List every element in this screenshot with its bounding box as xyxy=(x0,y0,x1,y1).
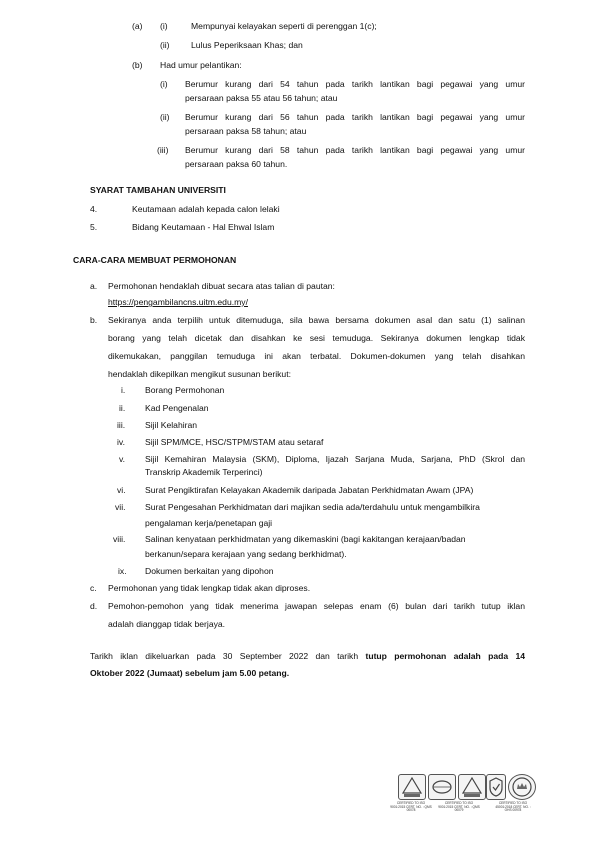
doc-num: iii. xyxy=(117,420,126,430)
item-a-i-label: (i) xyxy=(160,21,168,31)
cara-a-text: Permohonan hendaklah dibuat secara atas talian di pautan: xyxy=(108,281,335,291)
cara-c-text: Permohonan yang tidak lengkap tidak akan diproses. xyxy=(108,583,311,593)
shield-check-logo xyxy=(486,774,506,800)
application-link[interactable]: https://pengambilancns.uitm.edu.my/ xyxy=(108,297,248,307)
certificate-caption: CERTIFIED TO ISO 9001:2015 CERT. NO. : QMS 00079 xyxy=(438,801,480,813)
certification-mark-icon xyxy=(399,775,425,799)
globe-icon xyxy=(429,775,455,799)
doc-num: iv. xyxy=(117,437,125,447)
cara-b-line: hendaklah dikepilkan mengikut susunan berikut: xyxy=(108,369,291,379)
item-b-title: Had umur pelantikan: xyxy=(160,60,242,70)
cara-d-label: d. xyxy=(90,601,98,611)
doc-text: Sijil Kemahiran Malaysia (SKM), Diploma, Ijazah Sarjana Muda, Sarjana, PhD (Skrol dan xyxy=(145,454,525,464)
doc-text: Sijil SPM/MCE, HSC/STPM/STAM atau setaraf xyxy=(145,437,324,447)
cara-d-line: adalah dianggap tidak berjaya. xyxy=(108,619,226,629)
age-item-line1: Berumur kurang dari 56 tahun pada tarikh lantikan bagi pegawai yang umur xyxy=(185,112,525,122)
sirim-ohs-logo xyxy=(458,774,486,800)
item-a-ii-label: (ii) xyxy=(160,40,170,50)
doc-text: Dokumen berkaitan yang dipohon xyxy=(145,566,274,576)
syarat-item-num: 5. xyxy=(90,222,98,232)
doc-text: Surat Pengesahan Perkhidmatan dari majikan sedia ada/terdahulu untuk mengambilkira xyxy=(145,502,480,512)
syarat-item-text: Bidang Keutamaan - Hal Ehwal Islam xyxy=(132,222,275,232)
age-item-line1: Berumur kurang dari 58 tahun pada tarikh lantikan bagi pegawai yang umur xyxy=(185,145,525,155)
doc-text: Sijil Kelahiran xyxy=(145,420,198,430)
age-item-label: (ii) xyxy=(160,112,170,122)
cara-b-line: dikemukakan, panggilan temuduga ini akan terbatal. Dokumen-dokumen yang telah disahkan xyxy=(108,351,525,361)
closing-deadline-text: tutup permohonan adalah pada 14 xyxy=(365,651,526,661)
syarat-heading: SYARAT TAMBAHAN UNIVERSITI xyxy=(90,185,226,195)
doc-text-line2: Transkrip Akademik Terperinci) xyxy=(145,467,263,477)
closing-line-1 xyxy=(90,651,525,662)
cara-b-label: b. xyxy=(90,315,98,325)
cara-heading: CARA-CARA MEMBUAT PERMOHONAN xyxy=(73,255,237,265)
iqnet-logo xyxy=(428,774,456,800)
certificate-caption: CERTIFIED TO ISO 9001:2015 CERT. NO. : QMS 00078 xyxy=(390,801,432,813)
item-b-label: (b) xyxy=(132,60,143,70)
doc-text: Borang Permohonan xyxy=(145,385,225,395)
doc-num: ii. xyxy=(119,403,126,413)
sirim-quality-logo xyxy=(398,774,426,800)
age-item-line2: persaraan paksa 58 tahun; atau xyxy=(185,126,307,136)
cara-b-line: borang yang telah dicetak dan disahkan ke sesi temuduga. Sekiranya dokumen lengkap tidak xyxy=(108,333,525,343)
syarat-item-text: Keutamaan adalah kepada calon lelaki xyxy=(132,204,280,214)
cara-a-label: a. xyxy=(90,281,98,291)
doc-num: viii. xyxy=(113,534,126,544)
closing-deadline-time: sebelum jam 5.00 petang. xyxy=(185,668,290,678)
doc-num: v. xyxy=(119,454,126,464)
cara-b-line: Sekiranya anda terpilih untuk ditemuduga, sila bawa bersama dokumen asal dan satu (1) salinan xyxy=(108,315,525,325)
cara-d-line: Pemohon-pemohon yang tidak menerima jawapan selepas enam (6) bulan dari tarikh tutup iklan xyxy=(108,601,525,611)
age-item-label: (i) xyxy=(160,79,168,89)
doc-text: Surat Pengiktirafan Kelayakan Akademik daripada Jabatan Perkhidmatan Awam (JPA) xyxy=(145,485,474,495)
doc-num: vi. xyxy=(117,485,126,495)
age-item-label: (iii) xyxy=(157,145,169,155)
cara-c-label: c. xyxy=(90,583,97,593)
closing-deadline-date: Oktober 2022 (Jumaat) xyxy=(90,668,183,678)
doc-text-line2: pengalaman kerja/penetapan gaji xyxy=(145,518,273,528)
shield-icon xyxy=(487,775,505,799)
item-a-ii-text: Lulus Peperiksaan Khas; dan xyxy=(191,40,303,50)
doc-num: vii. xyxy=(115,502,126,512)
doc-text-line2: berkanun/separa kerajaan yang sedang berkhidmat). xyxy=(145,549,347,559)
age-item-line2: persaraan paksa 60 tahun. xyxy=(185,159,288,169)
syarat-item-num: 4. xyxy=(90,204,98,214)
doc-text: Salinan kenyataan perkhidmatan yang dikemaskini (bagi kakitangan kerajaan/badan xyxy=(145,534,466,544)
doc-num: i. xyxy=(121,385,126,395)
ukas-logo xyxy=(508,774,536,800)
closing-line-2 xyxy=(90,668,289,679)
age-item-line2: persaraan paksa 55 atau 56 tahun; atau xyxy=(185,93,338,103)
item-a-label: (a) xyxy=(132,21,143,31)
age-item-line1: Berumur kurang dari 54 tahun pada tarikh lantikan bagi pegawai yang umur xyxy=(185,79,525,89)
closing-date-text: Tarikh iklan dikeluarkan pada 30 September 2022 dan tarikh xyxy=(90,651,359,661)
certification-mark-icon xyxy=(459,775,485,799)
doc-text: Kad Pengenalan xyxy=(145,403,209,413)
item-a-i-text: Mempunyai kelayakan seperti di perenggan 1(c); xyxy=(191,21,377,31)
crown-seal-icon xyxy=(509,775,535,799)
doc-num: ix. xyxy=(118,566,127,576)
certificate-caption: CERTIFIED TO ISO 45001:2018 CERT. NO. : OHS 00978 xyxy=(495,801,531,813)
